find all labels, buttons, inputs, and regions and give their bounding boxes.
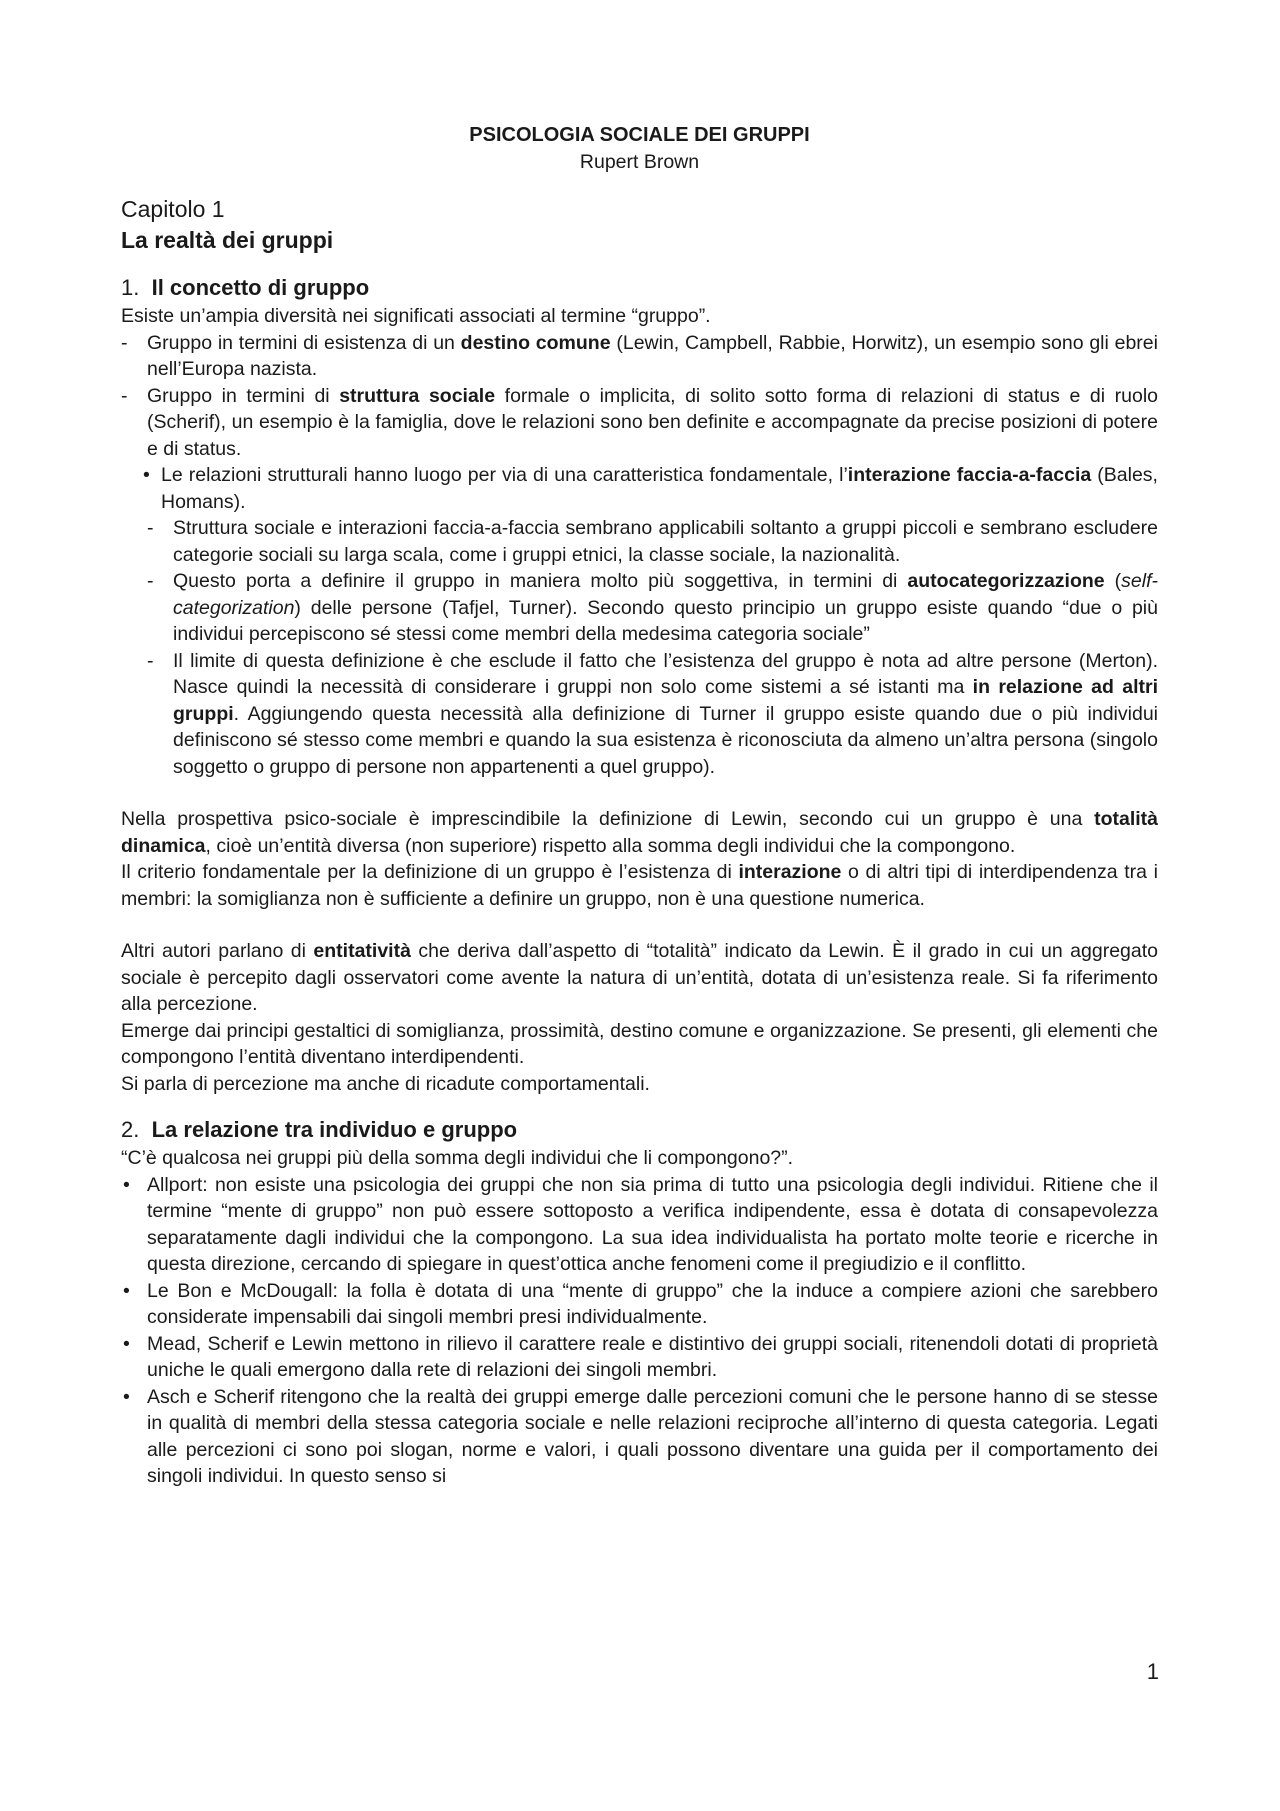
dash-marker: - [121, 384, 128, 407]
bold-term: interazione [738, 861, 842, 883]
list-item [121, 330, 1158, 383]
document-title: PSICOLOGIA SOCIALE DEI GRUPPI [469, 124, 810, 146]
list-item [121, 383, 1158, 463]
paragraph [121, 806, 1158, 859]
section-heading-1 [121, 273, 1158, 303]
list-item [121, 1172, 1158, 1278]
list-item [121, 462, 1158, 515]
bullet-marker: • [123, 1385, 130, 1408]
dash-marker: - [147, 649, 154, 672]
item-text: Allport: non esiste una psicologia dei gruppi che non sia prima di tutto una psicologia degli individui. Ritiene che il termine “mente di gruppo” non può essere sottoposto a verifica indipendente, essa è dotata di consapevolezza separatamente dagli individui che la compongono. La sua idea individualista ha portato molte teorie e ricerche in questa direzione, cercando di spiegare in quest’ottica anche fenomeni come il pregiudizio e il conflitto. [147, 1173, 1158, 1275]
item-text: Le Bon e McDougall: la folla è dotata di una “mente di gruppo” che la induce a compiere azioni che sarebbero considerate impensabili dai singoli membri presi individualmente. [147, 1279, 1158, 1328]
item-text: Questo porta a definire il gruppo in maniera molto più soggettiva, in termini di [173, 570, 908, 592]
section-heading-2 [121, 1115, 1158, 1145]
chapter-label: Capitolo 1 [121, 196, 225, 222]
item-text: (Lewin, Campbell, Rabbie, Horwitz), un esempio sono gli ebrei nell’Europa nazista. [147, 331, 1158, 380]
bold-term: interazione faccia-a-faccia [847, 464, 1092, 486]
item-text: ( [1104, 570, 1122, 592]
item-text: Gruppo in termini di esistenza di un [147, 331, 461, 354]
item-text: Struttura sociale e interazioni faccia-a-faccia sembrano applicabili soltanto a gruppi piccoli e sembrano escludere categorie sociali su larga scala, come i gruppi etnici, la classe sociale, la nazionalità. [173, 517, 1158, 566]
item-text: ) delle persone (Tafjel, Turner). Secondo questo principio un gruppo esiste quando “due o più individui percepiscono sé stessi come membri della medesima categoria sociale” [173, 596, 1158, 645]
bullet-marker: • [123, 1279, 130, 1302]
section-number: 2. [121, 1117, 140, 1142]
paragraph-text: Nella prospettiva psico-sociale è imprescindibile la definizione di Lewin, secondo cui un gruppo è una [121, 808, 1095, 830]
item-text: Gruppo in termini di [147, 384, 340, 407]
definition-list [121, 330, 1158, 781]
bold-term: autocategorizzazione [907, 570, 1105, 592]
list-item [121, 1384, 1158, 1490]
list-item [121, 1331, 1158, 1384]
list-item [121, 568, 1158, 648]
page-content [121, 122, 1158, 1490]
item-text: (Bales, Homans). [161, 464, 1158, 513]
dash-marker: - [121, 331, 128, 354]
section-number: 1. [121, 275, 140, 300]
document-author: Rupert Brown [579, 150, 700, 173]
paragraph-text: Altri autori parlano di [121, 940, 314, 962]
paragraph [121, 938, 1158, 1018]
section-intro: Esiste un’ampia diversità nei significati associati al termine “gruppo”. [121, 305, 711, 327]
dash-marker: - [147, 517, 154, 539]
item-text: Asch e Scherif ritengono che la realtà dei gruppi emerge dalle percezioni comuni che le persone hanno di se stesse in qualità di membri della stessa categoria sociale e nelle relazioni reciproche all’interno di questa categoria. Legati alle percezioni ci sono poi slogan, norme e valori, i quali possono diventare una guida per il comportamento dei singoli individui. In questo senso si [147, 1385, 1158, 1487]
bold-term: struttura sociale [339, 384, 496, 407]
page-number: 1 [1146, 1659, 1159, 1684]
paragraph-text: , cioè un’entità diversa (non superiore) rispetto alla somma degli individui che la compongono. [205, 834, 1016, 857]
paragraph: Emerge dai principi gestaltici di somiglianza, prossimità, destino comune e organizzazione. Se presenti, gli elementi che compongono l’entità diventano interdipendenti. [121, 1019, 1158, 1068]
item-text: Il limite di questa definizione è che esclude il fatto che l’esistenza del gruppo è nota ad altre persone (Merton). Nasce quindi la necessità di considerare i gruppi non solo come sistemi a sé istanti ma [173, 649, 1158, 698]
paragraph-text: Il criterio fondamentale per la definizione di un gruppo è l’esistenza di [121, 861, 739, 883]
bold-term: destino comune [460, 331, 611, 354]
list-item [121, 648, 1158, 781]
bold-term: totalità dinamica [121, 808, 1158, 857]
bullet-marker: • [143, 464, 150, 486]
italic-term: self-categorization [173, 570, 1158, 619]
paragraph [121, 859, 1158, 912]
section-intro: “C’è qualcosa nei gruppi più della somma degli individui che li compongono?”. [121, 1147, 794, 1169]
section-title: Il concetto di gruppo [151, 275, 370, 300]
paragraph: Si parla di percezione ma anche di ricadute comportamentali. [121, 1072, 650, 1095]
paragraph-text: o di altri tipi di interdipendenza tra i membri: la somiglianza non è sufficiente a definire un gruppo, non è una questione numerica. [121, 861, 1158, 910]
bold-term: in relazione ad altri gruppi [173, 676, 1158, 725]
item-text: . Aggiungendo questa necessità alla definizione di Turner il gruppo esiste quando due o più individui definiscono sé stesso come membri e quando la sua esistenza è riconosciuta da almeno un’altra persona (singolo soggetto o gruppo di persone non appartenenti a quel gruppo). [173, 702, 1158, 778]
bullet-marker: • [123, 1332, 130, 1355]
bullet-marker: • [123, 1173, 130, 1196]
list-item [121, 515, 1158, 568]
item-text: Mead, Scherif e Lewin mettono in rilievo il carattere reale e distintivo dei gruppi sociali, ritenendoli dotati di proprietà uniche le quali emergono dalla rete di relazioni dei singoli membri. [147, 1332, 1158, 1381]
dash-marker: - [147, 570, 154, 592]
item-text: Le relazioni strutturali hanno luogo per via di una caratteristica fondamentale, l’ [161, 464, 848, 486]
item-text: formale o implicita, di solito sotto forma di relazioni di status e di ruolo (Scherif), un esempio è la famiglia, dove le relazioni sono ben definite e accompagnate da precise posizioni di potere e di status. [147, 384, 1158, 460]
author-positions-list [121, 1172, 1158, 1490]
list-item [121, 1278, 1158, 1331]
chapter-title: La realtà dei gruppi [121, 227, 334, 253]
bold-term: entitatività [313, 940, 411, 962]
paragraph-text: che deriva dall’aspetto di “totalità” indicato da Lewin. È il grado in cui un aggregato sociale è percepito dagli osservatori come avente la natura di un’entità, dotata di un’esistenza reale. Si fa riferimento alla percezione. [121, 940, 1158, 1015]
section-title: La relazione tra individuo e gruppo [151, 1117, 518, 1142]
